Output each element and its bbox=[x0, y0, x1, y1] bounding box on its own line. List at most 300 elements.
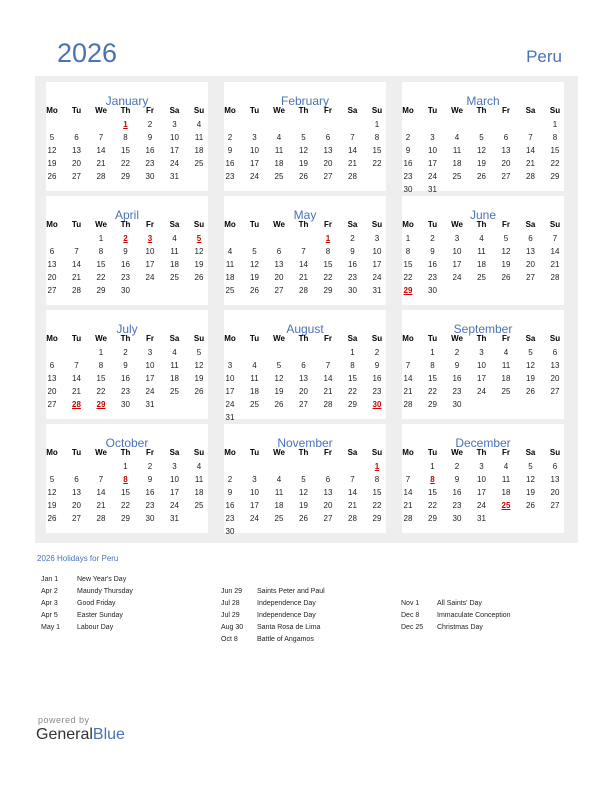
weekday-header: Sa bbox=[347, 448, 358, 457]
calendar-day: 8 bbox=[430, 361, 435, 370]
weekday-header: Tu bbox=[249, 334, 260, 343]
weekday-header: Tu bbox=[71, 220, 82, 229]
calendar-day: 21 bbox=[299, 273, 308, 282]
weekday-header: We bbox=[273, 334, 285, 343]
calendar-day: 15 bbox=[121, 146, 130, 155]
holiday-name: Battle of Angamos bbox=[257, 636, 314, 643]
weekday-header: Su bbox=[193, 334, 205, 343]
calendar-day: 19 bbox=[299, 501, 308, 510]
weekday-header: Th bbox=[120, 448, 131, 457]
calendar-day: 1 bbox=[405, 234, 411, 243]
generalblue-logo[interactable] bbox=[36, 726, 125, 744]
calendar-day: 17 bbox=[170, 146, 179, 155]
month-title: December bbox=[455, 436, 511, 450]
calendar-day: 4 bbox=[454, 133, 460, 142]
calendar-day: 6 bbox=[276, 247, 282, 256]
calendar-day: 28 bbox=[348, 172, 357, 181]
calendar-day: 6 bbox=[503, 133, 509, 142]
calendar-day: 20 bbox=[72, 159, 81, 168]
calendar-day: 9 bbox=[374, 361, 380, 370]
calendar-day: 4 bbox=[252, 361, 257, 370]
calendar-day: 4 bbox=[227, 247, 233, 256]
calendar-day: 2 bbox=[350, 234, 355, 243]
calendar-day: 23 bbox=[452, 387, 462, 396]
weekday-header: Tu bbox=[427, 334, 438, 343]
calendar-day: 16 bbox=[145, 146, 155, 155]
calendar-day: 15 bbox=[403, 260, 413, 269]
calendar-day: 19 bbox=[194, 260, 204, 269]
calendar-day: 27 bbox=[323, 172, 333, 181]
calendar-day: 18 bbox=[477, 260, 486, 269]
calendar-day: 30 bbox=[145, 172, 155, 181]
calendar-day: 19 bbox=[526, 374, 535, 383]
weekday-header: Tu bbox=[71, 106, 82, 115]
calendar-day: 15 bbox=[348, 374, 357, 383]
calendar-day: 9 bbox=[454, 475, 460, 484]
calendar-day: 23 bbox=[452, 501, 462, 510]
holiday-day: 8 bbox=[430, 475, 435, 484]
weekday-header: We bbox=[273, 448, 285, 457]
calendar-day: 6 bbox=[74, 475, 79, 484]
month-september bbox=[402, 310, 564, 419]
calendar-day: 1 bbox=[123, 462, 128, 471]
calendar-day: 26 bbox=[501, 273, 511, 282]
calendar-day: 26 bbox=[526, 501, 535, 510]
calendar-day: 3 bbox=[172, 462, 177, 471]
calendar-day: 27 bbox=[526, 273, 535, 282]
calendar-day: 5 bbox=[528, 462, 533, 471]
calendar-day: 10 bbox=[477, 361, 486, 370]
weekday-header: Fr bbox=[502, 106, 510, 115]
calendar-day: 23 bbox=[145, 501, 155, 510]
calendar-day: 6 bbox=[49, 247, 55, 256]
calendar-day: 30 bbox=[428, 286, 437, 295]
month-title: April bbox=[114, 208, 139, 222]
calendar-day: 22 bbox=[96, 387, 106, 396]
calendar-day: 12 bbox=[299, 146, 308, 155]
weekday-header: Th bbox=[120, 334, 131, 343]
calendar-day: 18 bbox=[274, 159, 284, 168]
powered-by-text: powered by bbox=[38, 715, 90, 725]
weekday-header: Sa bbox=[169, 220, 180, 229]
calendar-day: 20 bbox=[550, 488, 560, 497]
calendar-day: 5 bbox=[49, 133, 55, 142]
calendar-day: 28 bbox=[550, 273, 560, 282]
calendar-day: 24 bbox=[250, 514, 259, 523]
calendar-day: 4 bbox=[196, 120, 202, 129]
calendar-day: 11 bbox=[477, 247, 486, 256]
calendar-day: 18 bbox=[250, 387, 259, 396]
calendar-day: 20 bbox=[72, 501, 81, 510]
calendar-day: 13 bbox=[323, 146, 333, 155]
calendar-day: 3 bbox=[172, 120, 177, 129]
weekday-header: Sa bbox=[525, 448, 536, 457]
holiday-name: Santa Rosa de Lima bbox=[257, 624, 321, 631]
calendar-day: 5 bbox=[479, 133, 484, 142]
weekday-header: Tu bbox=[71, 334, 82, 343]
calendar-day: 24 bbox=[250, 172, 259, 181]
calendar-day: 26 bbox=[47, 514, 57, 523]
calendar-day: 20 bbox=[526, 260, 535, 269]
calendar-day: 5 bbox=[528, 348, 533, 357]
calendar-day: 30 bbox=[121, 286, 130, 295]
calendar-day: 11 bbox=[170, 361, 179, 370]
calendar-day: 19 bbox=[299, 159, 308, 168]
calendar-day: 25 bbox=[170, 387, 179, 396]
calendar-day: 20 bbox=[323, 501, 333, 510]
calendar-day: 12 bbox=[194, 247, 204, 256]
weekday-header: Th bbox=[298, 448, 309, 457]
calendar-day: 3 bbox=[454, 234, 460, 243]
weekday-header: Tu bbox=[71, 448, 82, 457]
calendar-day: 18 bbox=[274, 501, 284, 510]
calendar-day: 21 bbox=[526, 159, 535, 168]
calendar-day: 4 bbox=[276, 133, 282, 142]
weekday-header: Th bbox=[120, 220, 131, 229]
calendar-day: 16 bbox=[121, 260, 130, 269]
calendar-day: 13 bbox=[526, 247, 535, 256]
calendar-day: 13 bbox=[299, 374, 308, 383]
calendar-day: 15 bbox=[428, 374, 437, 383]
calendar-day: 19 bbox=[47, 501, 57, 510]
calendar-day: 14 bbox=[72, 260, 81, 269]
calendar-day: 8 bbox=[98, 247, 104, 256]
calendar-day: 30 bbox=[452, 514, 462, 523]
calendar-day: 3 bbox=[227, 361, 233, 370]
calendar-day: 21 bbox=[550, 260, 560, 269]
calendar-day: 8 bbox=[350, 361, 355, 370]
calendar-day: 10 bbox=[428, 146, 437, 155]
month-title: July bbox=[116, 322, 138, 336]
calendar-day: 18 bbox=[501, 488, 511, 497]
month-title: August bbox=[286, 322, 324, 336]
weekday-header: Su bbox=[549, 334, 561, 343]
calendar-day: 1 bbox=[374, 120, 380, 129]
calendar-day: 15 bbox=[121, 488, 130, 497]
calendar-day: 6 bbox=[325, 133, 331, 142]
calendar-day: 28 bbox=[96, 514, 106, 523]
calendar-day: 5 bbox=[503, 234, 509, 243]
weekday-header: We bbox=[451, 448, 463, 457]
weekday-header: Th bbox=[476, 220, 487, 229]
calendar-day: 4 bbox=[196, 462, 202, 471]
calendar-day: 8 bbox=[374, 475, 380, 484]
weekday-header: Fr bbox=[146, 448, 154, 457]
calendar-day: 16 bbox=[121, 374, 130, 383]
calendar-day: 13 bbox=[72, 146, 81, 155]
calendar-day: 24 bbox=[452, 273, 462, 282]
calendar-day: 9 bbox=[123, 247, 128, 256]
month-july bbox=[46, 310, 208, 419]
weekday-header: Sa bbox=[347, 106, 358, 115]
calendar-day: 6 bbox=[528, 234, 533, 243]
weekday-header: Su bbox=[193, 106, 205, 115]
weekday-header: Su bbox=[371, 220, 383, 229]
calendar-day: 23 bbox=[372, 387, 382, 396]
weekday-header: Th bbox=[476, 448, 487, 457]
calendar-day: 7 bbox=[405, 361, 411, 370]
calendar-day: 27 bbox=[274, 286, 284, 295]
weekday-header: Mo bbox=[402, 448, 414, 457]
month-august bbox=[224, 310, 386, 422]
calendar-day: 17 bbox=[250, 159, 259, 168]
country-title: Peru bbox=[526, 47, 562, 66]
calendar-day: 21 bbox=[348, 159, 357, 168]
calendar-day: 8 bbox=[123, 133, 128, 142]
calendar-day: 23 bbox=[225, 172, 235, 181]
calendar-day: 22 bbox=[348, 387, 357, 396]
calendar-day: 2 bbox=[227, 133, 233, 142]
calendar-day: 26 bbox=[194, 273, 204, 282]
calendar-day: 13 bbox=[501, 146, 511, 155]
calendar-day: 11 bbox=[170, 247, 179, 256]
calendar-day: 18 bbox=[225, 273, 235, 282]
calendar-day: 31 bbox=[225, 413, 235, 422]
calendar-day: 7 bbox=[528, 133, 533, 142]
weekday-header: We bbox=[95, 448, 107, 457]
calendar-day: 26 bbox=[47, 172, 57, 181]
calendar-day: 21 bbox=[323, 387, 333, 396]
holiday-day: 8 bbox=[123, 475, 128, 484]
calendar-day: 9 bbox=[147, 133, 153, 142]
month-december bbox=[402, 424, 564, 533]
weekday-header: Su bbox=[193, 448, 205, 457]
calendar-day: 19 bbox=[250, 273, 259, 282]
calendar-day: 3 bbox=[147, 348, 153, 357]
calendar-day: 11 bbox=[274, 488, 284, 497]
weekday-header: We bbox=[95, 334, 107, 343]
calendar-day: 9 bbox=[227, 146, 233, 155]
calendar-day: 16 bbox=[372, 374, 382, 383]
weekday-header: Mo bbox=[46, 220, 58, 229]
weekday-header: Tu bbox=[427, 448, 438, 457]
calendar-day: 6 bbox=[552, 462, 558, 471]
calendar-day: 23 bbox=[121, 273, 130, 282]
calendar-day: 10 bbox=[170, 133, 179, 142]
calendar-day: 19 bbox=[274, 387, 284, 396]
weekday-header: Fr bbox=[502, 334, 510, 343]
weekday-header: Mo bbox=[224, 106, 236, 115]
month-title: February bbox=[280, 94, 330, 108]
calendar-day: 23 bbox=[348, 273, 357, 282]
calendar-day: 27 bbox=[550, 387, 560, 396]
calendar-day: 30 bbox=[348, 286, 357, 295]
calendar-day: 3 bbox=[374, 234, 380, 243]
weekday-header: Mo bbox=[224, 448, 236, 457]
calendar-day: 17 bbox=[145, 260, 155, 269]
calendar-day: 22 bbox=[403, 273, 413, 282]
holiday-name: Christmas Day bbox=[437, 624, 483, 631]
calendar-day: 18 bbox=[452, 159, 462, 168]
calendar-day: 11 bbox=[225, 260, 235, 269]
holiday-date: Jun 29 bbox=[221, 588, 243, 595]
weekday-header: Fr bbox=[146, 334, 154, 343]
weekday-header: Mo bbox=[224, 334, 236, 343]
calendar-day: 9 bbox=[227, 488, 233, 497]
calendar-day: 12 bbox=[274, 374, 284, 383]
calendar-day: 26 bbox=[299, 172, 308, 181]
calendar-day: 10 bbox=[372, 247, 382, 256]
weekday-header: Su bbox=[371, 334, 383, 343]
weekday-header: Th bbox=[476, 106, 487, 115]
month-title: January bbox=[105, 94, 149, 108]
month-june bbox=[402, 196, 564, 305]
holiday-date: Aug 30 bbox=[221, 624, 244, 631]
calendar-day: 9 bbox=[147, 475, 153, 484]
calendar-day: 15 bbox=[428, 488, 437, 497]
weekday-header: Mo bbox=[46, 448, 58, 457]
calendar-day: 9 bbox=[454, 361, 460, 370]
holiday-day: 2 bbox=[123, 234, 128, 243]
calendar-day: 19 bbox=[526, 488, 535, 497]
weekday-header: Sa bbox=[169, 334, 180, 343]
calendar-day: 2 bbox=[227, 475, 233, 484]
weekday-header: Th bbox=[298, 106, 309, 115]
calendar-day: 31 bbox=[428, 185, 437, 194]
calendar-day: 11 bbox=[452, 146, 462, 155]
calendar-day: 7 bbox=[350, 133, 355, 142]
calendar-day: 13 bbox=[323, 488, 333, 497]
calendar-day: 2 bbox=[147, 462, 153, 471]
calendar-day: 31 bbox=[170, 172, 179, 181]
calendar-day: 4 bbox=[276, 475, 282, 484]
calendar-day: 21 bbox=[96, 501, 106, 510]
calendar-day: 13 bbox=[550, 475, 560, 484]
calendar-day: 1 bbox=[98, 234, 104, 243]
calendar-day: 20 bbox=[550, 374, 560, 383]
calendar-day: 7 bbox=[405, 475, 411, 484]
holiday-date: May 1 bbox=[41, 624, 61, 631]
calendar-day: 17 bbox=[452, 260, 462, 269]
calendar-day: 14 bbox=[299, 260, 308, 269]
calendar-day: 2 bbox=[374, 348, 380, 357]
calendar-day: 20 bbox=[274, 273, 284, 282]
calendar-day: 14 bbox=[526, 146, 535, 155]
weekday-header: Fr bbox=[324, 220, 332, 229]
calendar-day: 24 bbox=[145, 387, 155, 396]
weekday-header: We bbox=[273, 220, 285, 229]
calendar-day: 26 bbox=[194, 387, 204, 396]
calendar-day: 6 bbox=[552, 348, 558, 357]
holiday-name: Good Friday bbox=[77, 600, 116, 607]
calendar-day: 15 bbox=[323, 260, 333, 269]
calendar-day: 18 bbox=[194, 488, 204, 497]
calendar-day: 24 bbox=[145, 273, 155, 282]
calendar-day: 29 bbox=[121, 172, 130, 181]
calendar-day: 21 bbox=[96, 159, 106, 168]
calendar-day: 18 bbox=[170, 374, 179, 383]
holiday-name: New Year's Day bbox=[77, 576, 127, 583]
weekday-header: Tu bbox=[427, 106, 438, 115]
calendar-day: 10 bbox=[145, 361, 155, 370]
calendar-day: 2 bbox=[430, 234, 435, 243]
calendar-day: 6 bbox=[301, 361, 306, 370]
holiday-day: 30 bbox=[372, 400, 382, 409]
calendar-day: 10 bbox=[452, 247, 462, 256]
calendar-day: 9 bbox=[405, 146, 411, 155]
calendar-day: 29 bbox=[428, 514, 437, 523]
holiday-date: Oct 8 bbox=[221, 636, 238, 643]
holiday-day: 28 bbox=[72, 400, 81, 409]
calendar-day: 25 bbox=[225, 286, 235, 295]
calendar-day: 9 bbox=[350, 247, 355, 256]
weekday-header: Mo bbox=[46, 334, 58, 343]
holiday-day: 3 bbox=[147, 234, 153, 243]
weekday-header: Sa bbox=[525, 220, 536, 229]
holiday-name: Maundy Thursday bbox=[77, 588, 133, 595]
calendar-day: 11 bbox=[501, 475, 511, 484]
calendar-day: 14 bbox=[72, 374, 81, 383]
calendar-day: 17 bbox=[428, 159, 437, 168]
calendar-day: 24 bbox=[225, 400, 235, 409]
calendar-day: 28 bbox=[403, 514, 413, 523]
holiday-name: Labour Day bbox=[77, 624, 114, 631]
calendar-day: 16 bbox=[145, 488, 155, 497]
calendar-day: 10 bbox=[170, 475, 179, 484]
calendar-day: 12 bbox=[501, 247, 511, 256]
logo-general: General bbox=[36, 726, 93, 743]
calendar-day: 29 bbox=[348, 400, 357, 409]
logo-blue: Blue bbox=[92, 726, 125, 743]
holiday-date: Apr 3 bbox=[41, 600, 58, 607]
calendar-day: 31 bbox=[145, 400, 155, 409]
calendar-day: 28 bbox=[348, 514, 357, 523]
calendar-day: 8 bbox=[405, 247, 411, 256]
weekday-header: Su bbox=[549, 448, 561, 457]
calendar-day: 2 bbox=[147, 120, 153, 129]
calendar-day: 1 bbox=[430, 462, 435, 471]
weekday-header: Tu bbox=[249, 448, 260, 457]
holiday-date: Dec 8 bbox=[401, 612, 420, 619]
calendar-day: 13 bbox=[72, 488, 81, 497]
month-october bbox=[46, 424, 208, 533]
weekday-header: Tu bbox=[249, 106, 260, 115]
weekday-header: Su bbox=[193, 220, 205, 229]
calendar-day: 28 bbox=[526, 172, 535, 181]
calendar-day: 15 bbox=[372, 488, 382, 497]
calendar-day: 3 bbox=[252, 475, 257, 484]
calendar-day: 28 bbox=[403, 400, 413, 409]
weekday-header: Su bbox=[549, 220, 561, 229]
weekday-header: Fr bbox=[146, 106, 154, 115]
holiday-date: Apr 5 bbox=[41, 612, 58, 619]
calendar-day: 28 bbox=[323, 400, 333, 409]
calendar-day: 28 bbox=[96, 172, 106, 181]
weekday-header: Fr bbox=[146, 220, 154, 229]
calendar-day: 6 bbox=[74, 133, 79, 142]
weekday-header: Su bbox=[371, 106, 383, 115]
calendar-day: 28 bbox=[299, 286, 308, 295]
calendar-day: 17 bbox=[372, 260, 382, 269]
calendar-day: 10 bbox=[250, 146, 259, 155]
calendar-day: 21 bbox=[72, 273, 81, 282]
calendar-day: 15 bbox=[550, 146, 560, 155]
calendar-day: 10 bbox=[250, 488, 259, 497]
calendar-day: 4 bbox=[503, 462, 509, 471]
calendar-day: 22 bbox=[372, 159, 382, 168]
calendar-day: 15 bbox=[372, 146, 382, 155]
calendar-day: 28 bbox=[72, 286, 81, 295]
calendar-day: 23 bbox=[428, 273, 437, 282]
calendar-day: 4 bbox=[172, 234, 177, 243]
calendar-day: 27 bbox=[323, 514, 333, 523]
calendar-day: 23 bbox=[145, 159, 155, 168]
calendar-day: 14 bbox=[348, 488, 357, 497]
calendar-day: 7 bbox=[301, 247, 306, 256]
calendar-day: 26 bbox=[299, 514, 308, 523]
calendar-day: 13 bbox=[274, 260, 284, 269]
holiday-day: 29 bbox=[403, 286, 413, 295]
